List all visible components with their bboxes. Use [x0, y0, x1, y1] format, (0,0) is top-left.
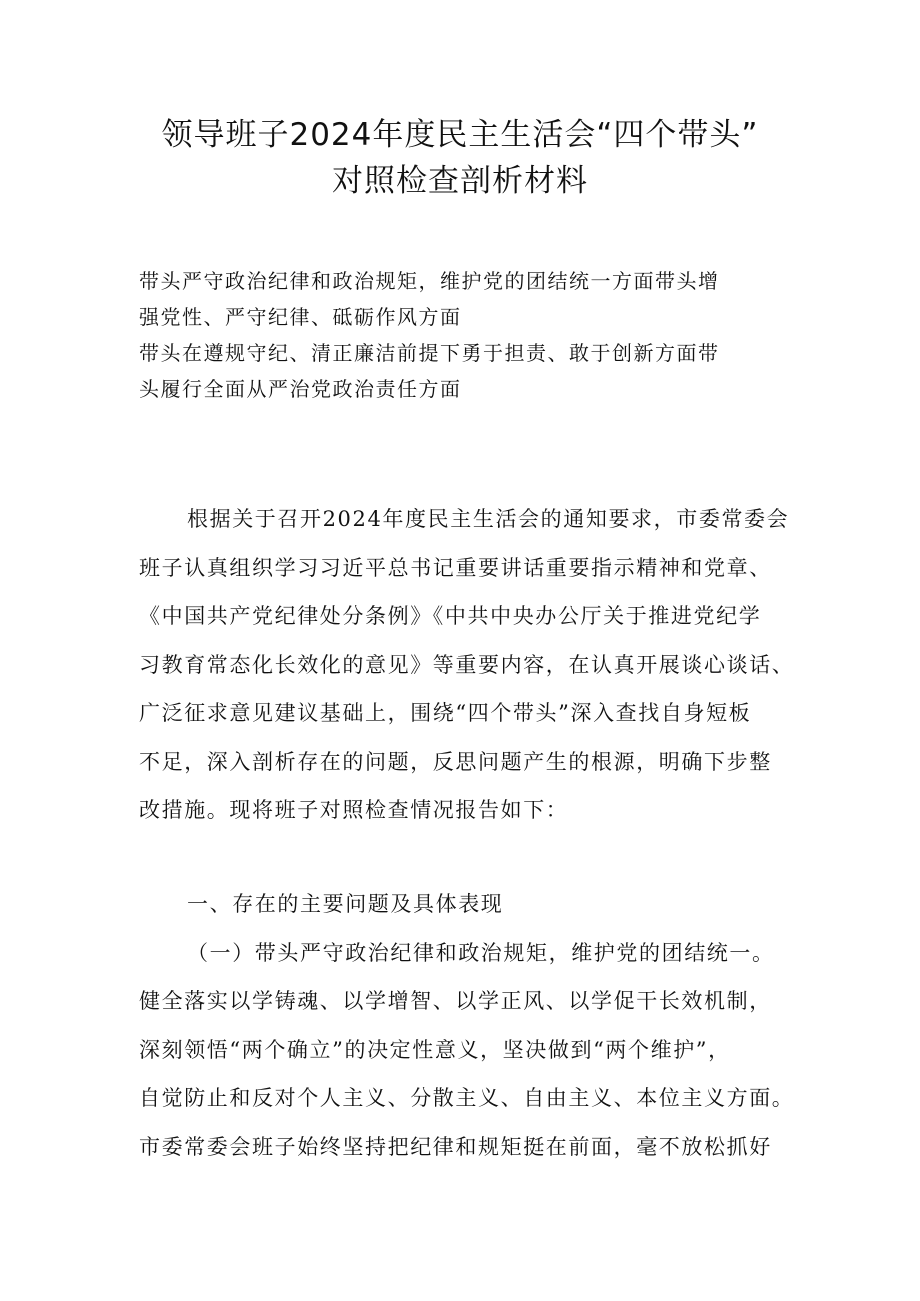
- paragraph-line: 自觉防止和反对个人主义、分散主义、自由主义、本位主义方面。: [139, 1086, 795, 1110]
- paragraph-line: 健全落实以学铸魂、以学增智、以学正风、以学促干长效机制，: [139, 989, 772, 1013]
- section-heading: 一、存在的主要问题及具体表现: [187, 892, 504, 916]
- paragraph-line: 改措施。现将班子对照检查情况报告如下：: [139, 798, 569, 822]
- intro-paragraph: [139, 495, 794, 835]
- paragraph-line: 不足，深入剖析存在的问题，反思问题产生的根源，明确下步整: [139, 749, 772, 774]
- paragraph-line: 深刻领悟“两个确立”的决定性意义，坚决做到“两个维护”，: [139, 1037, 731, 1062]
- section-one: [139, 880, 794, 1171]
- topic-list: [139, 263, 789, 407]
- paragraph-line: 广泛征求意见建议基础上，围绕“四个带头”深入查找自身短板: [139, 701, 752, 725]
- title-line-2: 对照检查剖析材料: [332, 163, 588, 199]
- paragraph-line: 市委常委会班子始终坚持把纪律和规矩挺在前面，毫不放松抓好: [139, 1134, 772, 1159]
- topic-line: 头履行全面从严治党政治责任方面: [139, 377, 462, 401]
- document-title: [0, 112, 920, 204]
- subsection-heading: （一）带头严守政治纪律和政治规矩，维护党的团结统一。: [187, 940, 775, 965]
- title-line-1: 领导班子2024年度民主生活会“四个带头”: [161, 117, 759, 153]
- topic-line: 强党性、严守纪律、砥砺作风方面: [139, 305, 462, 329]
- paragraph-line: 《中国共产党纪律处分条例》《中共中央办公厅关于推进党纪学: [139, 604, 762, 628]
- topic-line: 带头严守政治纪律和政治规矩，维护党的团结统一方面带头增: [139, 269, 720, 293]
- paragraph-line: 根据关于召开2024年度民主生活会的通知要求，市委常委会: [187, 507, 790, 531]
- topic-line: 带头在遵规守纪、清正廉洁前提下勇于担责、敢于创新方面带: [139, 341, 720, 365]
- paragraph-line: 班子认真组织学习习近平总书记重要讲话重要指示精神和党章、: [139, 555, 772, 580]
- paragraph-line: 习教育常态化长效化的意见》等重要内容，在认真开展谈心谈话、: [139, 652, 795, 677]
